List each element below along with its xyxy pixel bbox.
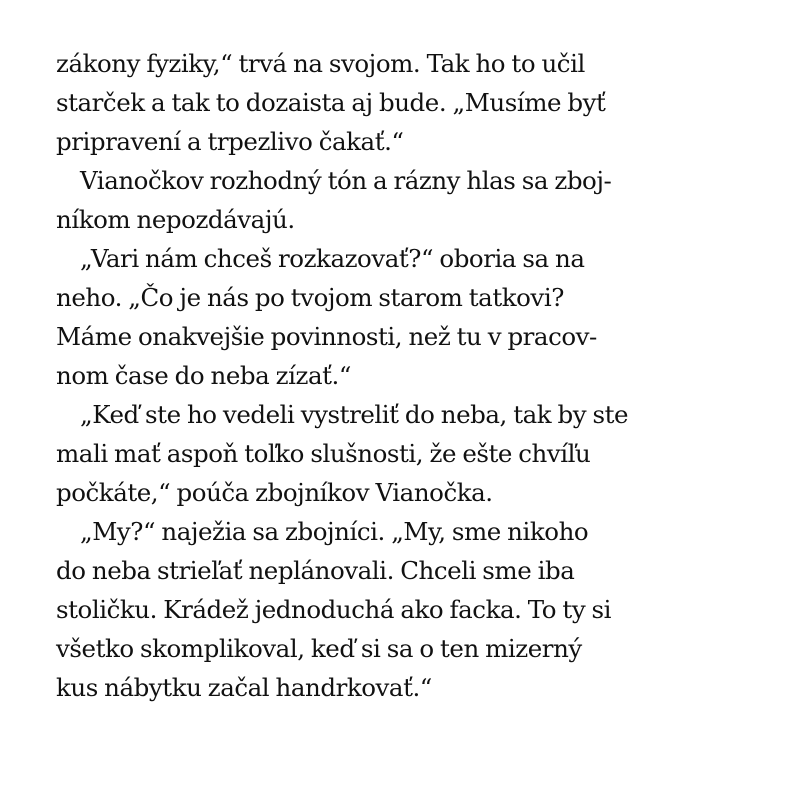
- paragraph-start-line: „Keď ste ho vedeli vystreliť do neba, tak by ste: [80, 400, 629, 429]
- text-line: zákony fyziky,“ trvá na svojom. Tak ho to učil: [56, 49, 585, 78]
- text-line: Máme onakvejšie povinnosti, než tu v pracov-: [56, 322, 597, 351]
- text-line: níkom nepozdávajú.: [56, 205, 295, 234]
- paragraph-start-line: Vianočkov rozhodný tón a rázny hlas sa zboj-: [80, 166, 612, 195]
- body-text: [56, 44, 756, 707]
- text-line: všetko skomplikoval, keď si sa o ten mizerný: [56, 634, 582, 663]
- paragraph-start-line: „My?“ naježia sa zbojníci. „My, sme nikoho: [80, 517, 589, 546]
- text-line: do neba strieľať neplánovali. Chceli sme iba: [56, 556, 575, 585]
- paragraph-start-line: „Vari nám chceš rozkazovať?“ oboria sa na: [80, 244, 585, 273]
- text-line: nom čase do neba zízať.“: [56, 361, 351, 390]
- text-line: starček a tak to dozaista aj bude. „Musíme byť: [56, 88, 606, 117]
- text-line: pripravení a trpezlivo čakať.“: [56, 127, 404, 156]
- text-line: počkáte,“ poúča zbojníkov Vianočka.: [56, 478, 493, 507]
- text-line: kus nábytku začal handrkovať.“: [56, 673, 432, 702]
- text-line: mali mať aspoň toľko slušnosti, že ešte chvíľu: [56, 439, 591, 468]
- text-line: neho. „Čo je nás po tvojom starom tatkovi?: [56, 283, 564, 312]
- text-line: stoličku. Krádež jednoduchá ako facka. To ty si: [56, 595, 612, 624]
